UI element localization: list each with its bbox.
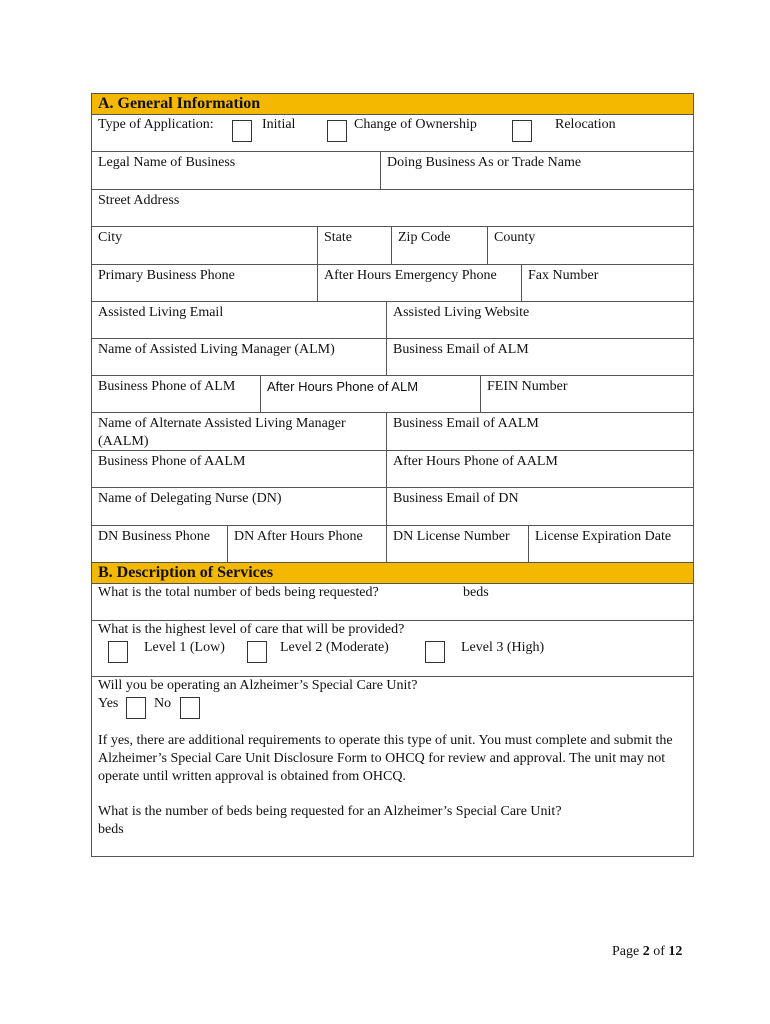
alzheimers-row	[92, 677, 693, 857]
fax-field[interactable]: Fax Number	[521, 265, 693, 301]
page-current: 2	[642, 944, 650, 959]
change-ownership-checkbox[interactable]	[327, 120, 347, 142]
fein-field[interactable]: FEIN Number	[480, 376, 693, 412]
al-email-field[interactable]: Assisted Living Email	[98, 305, 224, 320]
section-b-header: B. Description of Services	[92, 563, 693, 584]
application-form	[91, 93, 694, 857]
relocation-checkbox[interactable]	[512, 120, 532, 142]
dn-after-hours-field[interactable]: DN After Hours Phone	[227, 526, 386, 562]
level-3-label: Level 3 (High)	[461, 640, 545, 655]
license-expiration-field[interactable]: License Expiration Date	[528, 526, 693, 562]
dn-row	[92, 488, 693, 526]
change-ownership-label: Change of Ownership	[354, 117, 477, 132]
city-field[interactable]: City	[98, 230, 123, 245]
phone-row	[92, 265, 693, 302]
dn-phone-field[interactable]: DN Business Phone	[98, 529, 211, 544]
dba-field[interactable]: Doing Business As or Trade Name	[380, 152, 693, 189]
aalm-phone-row	[92, 451, 693, 488]
beds-question: What is the total number of beds being requested?	[98, 585, 379, 600]
alm-after-hours-field[interactable]: After Hours Phone of ALM	[260, 376, 480, 412]
al-website-field[interactable]: Assisted Living Website	[386, 302, 693, 338]
alz-beds-unit: beds	[98, 822, 124, 837]
aalm-email-field[interactable]: Business Email of AALM	[386, 413, 693, 450]
alz-no-checkbox[interactable]	[180, 697, 200, 719]
section-a-header: A. General Information	[92, 94, 693, 115]
alm-row	[92, 339, 693, 376]
alz-question: Will you be operating an Alzheimer’s Special Care Unit?	[98, 678, 418, 693]
beds-row	[92, 584, 693, 621]
level-2-label: Level 2 (Moderate)	[280, 640, 389, 655]
level-3-checkbox[interactable]	[425, 641, 445, 663]
al-contact-row	[92, 302, 693, 339]
state-field[interactable]: State	[317, 227, 391, 264]
page-number	[612, 944, 682, 960]
page-of: of	[649, 944, 669, 959]
alm-name-field[interactable]: Name of Assisted Living Manager (ALM)	[98, 342, 335, 357]
alz-beds-question: What is the number of beds being requested for an Alzheimer’s Special Care Unit?	[98, 804, 562, 819]
primary-phone-field[interactable]: Primary Business Phone	[98, 268, 235, 283]
level-1-label: Level 1 (Low)	[144, 640, 225, 655]
initial-label: Initial	[262, 117, 296, 132]
type-label: Type of Application:	[98, 117, 214, 132]
level-2-checkbox[interactable]	[247, 641, 267, 663]
aalm-row	[92, 413, 693, 451]
location-row	[92, 227, 693, 265]
level-1-checkbox[interactable]	[108, 641, 128, 663]
alm-email-field[interactable]: Business Email of ALM	[386, 339, 693, 375]
page-total: 12	[668, 944, 683, 959]
alz-yes-checkbox[interactable]	[126, 697, 146, 719]
dn-email-field[interactable]: Business Email of DN	[386, 488, 693, 525]
alm-phone-row	[92, 376, 693, 413]
street-row	[92, 190, 693, 227]
level-question: What is the highest level of care that will be provided?	[98, 622, 405, 637]
business-name-row	[92, 152, 693, 190]
beds-unit-label: beds	[463, 585, 489, 600]
aalm-after-hours-field[interactable]: After Hours Phone of AALM	[386, 451, 693, 487]
initial-checkbox[interactable]	[232, 120, 252, 142]
dn-name-field[interactable]: Name of Delegating Nurse (DN)	[98, 491, 282, 506]
dn-license-field[interactable]: DN License Number	[386, 526, 528, 562]
alz-no-label: No	[154, 696, 172, 711]
aalm-name-field[interactable]: Name of Alternate Assisted Living Manager (AALM)	[98, 416, 346, 449]
type-of-application-row	[92, 115, 693, 152]
dn-phone-row	[92, 526, 693, 563]
relocation-label: Relocation	[555, 117, 616, 132]
county-field[interactable]: County	[487, 227, 693, 264]
level-of-care-row	[92, 621, 693, 677]
alm-phone-field[interactable]: Business Phone of ALM	[98, 379, 236, 394]
after-hours-phone-field[interactable]: After Hours Emergency Phone	[317, 265, 521, 301]
street-address-field[interactable]: Street Address	[98, 193, 180, 208]
aalm-phone-field[interactable]: Business Phone of AALM	[98, 454, 246, 469]
alz-yes-label: Yes	[98, 696, 119, 711]
alz-note: If yes, there are additional requirements to operate this type of unit. You must complete and submit the Alzheimer’s Special Care Unit Disclosure Form to OHCQ for review and approval. The unit may not operate until written approval is obtained from OHCQ.	[98, 733, 673, 784]
page-prefix: Page	[612, 944, 643, 959]
legal-name-field[interactable]: Legal Name of Business	[98, 155, 236, 170]
zip-code-field[interactable]: Zip Code	[391, 227, 487, 264]
